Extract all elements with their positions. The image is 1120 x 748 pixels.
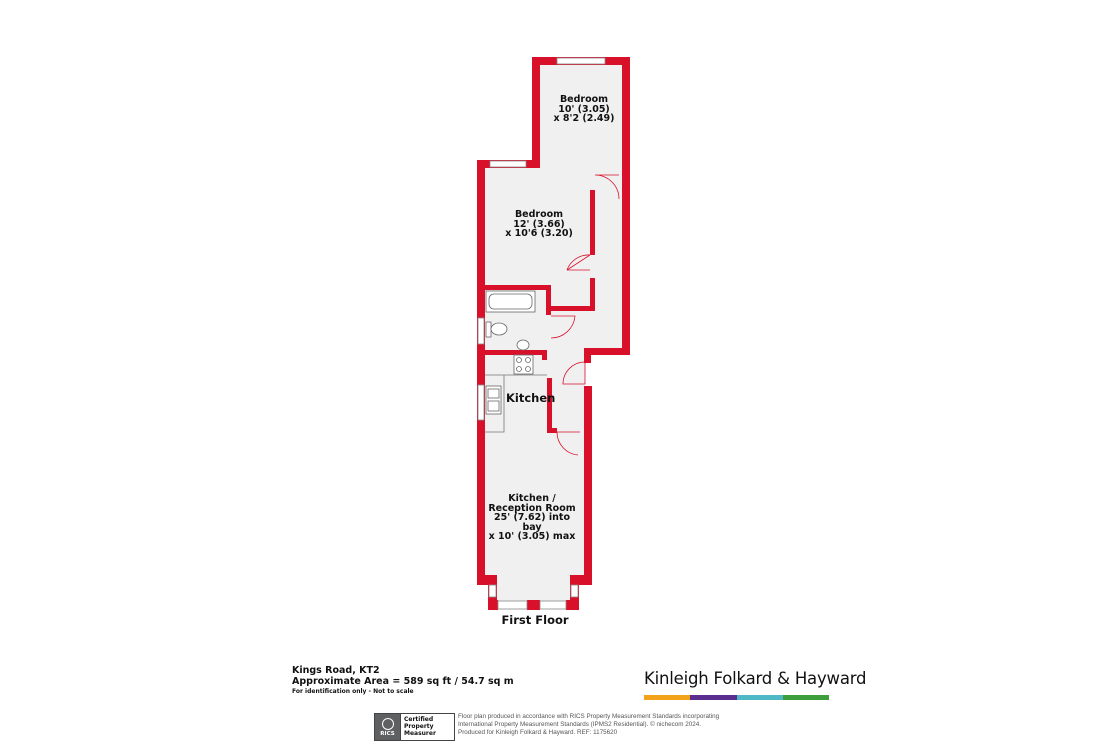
basin-icon: [517, 340, 529, 350]
brand-bar-segment: [737, 695, 783, 700]
rics-cert-line: Measurer: [404, 730, 436, 737]
disclaimer-line: Produced for Kinleigh Folkard & Hayward. REF: 1175620: [458, 729, 618, 736]
rics-certified-badge: [374, 713, 455, 741]
room-name: Kitchen /: [508, 493, 556, 504]
rics-ring-icon: [382, 718, 394, 730]
room-name: Bedroom: [559, 94, 609, 105]
room-dimension: x 10' (3.05) max: [488, 531, 576, 542]
room-label-kitchen: Kitchen: [506, 391, 556, 405]
room-dimension: 12' (3.66): [513, 218, 565, 230]
rics-cert-line: Certified: [404, 716, 434, 723]
bath-icon: [486, 291, 535, 312]
brand-bar-segment: [644, 695, 690, 700]
property-area: Approximate Area = 589 sq ft / 54.7 sq m: [292, 676, 514, 687]
room-dimension: x 8'2 (2.49): [553, 113, 615, 124]
rics-cert-label: [400, 714, 436, 740]
rics-logo-icon: [375, 714, 400, 740]
room-name: Reception Room: [488, 502, 576, 514]
property-info: [292, 665, 514, 697]
disclaimer-line: International Property Measurement Standards (IPMS2 Residential). © nichecom 2024.: [458, 721, 701, 728]
disclaimer-line: Floor plan produced in accordance with RICS Property Measurement Standards incorporating: [458, 713, 720, 720]
disclaimer: [458, 713, 719, 737]
brand-bar-segment: [690, 695, 736, 700]
brand-name: Kinleigh Folkard & Hayward: [644, 669, 867, 688]
rics-cert-line: Property: [404, 723, 434, 730]
brand-color-bar: [644, 695, 829, 700]
floor-label: First Floor: [501, 613, 569, 627]
room-dimension: x 10'6 (3.20): [505, 228, 573, 239]
room-dimension: 10' (3.05): [558, 103, 610, 115]
room-dimension: 25' (7.62) into bay: [494, 512, 570, 533]
property-address: Kings Road, KT2: [292, 665, 380, 676]
hob-icon: [514, 355, 533, 374]
room-name: Bedroom: [514, 209, 564, 220]
room-label-bedroom-back: [544, 95, 624, 124]
room-label-bedroom-front: [494, 210, 584, 239]
rics-logo-text: RICS: [380, 730, 395, 737]
property-note: For identification only - Not to scale: [292, 688, 414, 695]
brand-bar-segment: [783, 695, 829, 700]
room-label-reception: [487, 494, 577, 542]
sink-icon: [486, 386, 501, 414]
